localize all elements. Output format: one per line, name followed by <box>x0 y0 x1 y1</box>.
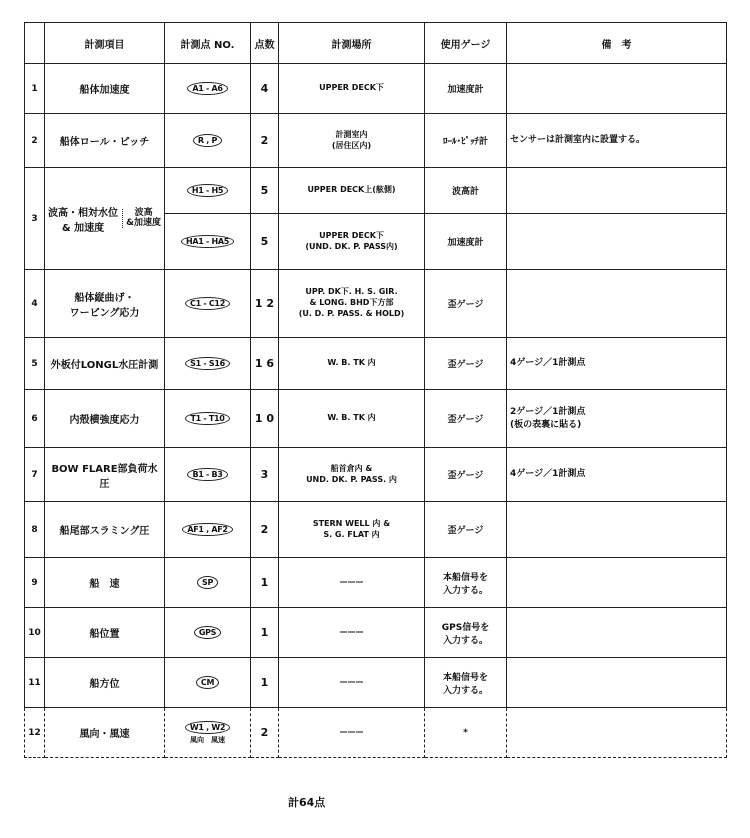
row-item: 船体縦曲げ・ ワーピング応力 <box>45 270 165 338</box>
row-point <box>165 114 251 168</box>
point-circle-icon: R , P <box>193 134 222 147</box>
point-circle-icon: CM <box>196 676 219 689</box>
row-location: 船首倉内 & UND. DK. P. PASS. 内 <box>279 448 425 502</box>
table-row <box>25 658 727 708</box>
table-row <box>25 64 727 114</box>
row-no: 10 <box>25 608 45 658</box>
row-item: BOW FLARE部負荷水圧 <box>45 448 165 502</box>
point-circle-icon: SP <box>197 576 218 589</box>
header-count: 点数 <box>251 23 279 64</box>
row-location: W. B. TK 内 <box>279 390 425 448</box>
header-no <box>25 23 45 64</box>
row-gauge: GPS信号を 入力する。 <box>425 608 507 658</box>
table-row <box>25 558 727 608</box>
row-point <box>165 658 251 708</box>
row-no: 9 <box>25 558 45 608</box>
row-count: 1 <box>251 608 279 658</box>
row-count: 5 <box>251 168 279 214</box>
row-no: 6 <box>25 390 45 448</box>
row-item: 船尾部スラミング圧 <box>45 502 165 558</box>
row-location: ——— <box>279 608 425 658</box>
row-point <box>165 270 251 338</box>
row-note: 4ゲージ／1計測点 <box>507 448 727 502</box>
row-point <box>165 338 251 390</box>
row-gauge: 波高計 <box>425 168 507 214</box>
row-location: UPPER DECK下 <box>279 64 425 114</box>
row-location: UPP. DK下. H. S. GIR. & LONG. BHD下方部 (U. D. P. PASS. & HOLD) <box>279 270 425 338</box>
row-count: 1 6 <box>251 338 279 390</box>
row-location: ——— <box>279 658 425 708</box>
row-count: 1 <box>251 658 279 708</box>
row-item: 船体ロール・ピッチ <box>45 114 165 168</box>
row-no: 3 <box>25 168 45 270</box>
row-note <box>507 608 727 658</box>
row-point <box>165 64 251 114</box>
row-gauge: 歪ゲージ <box>425 502 507 558</box>
row-item: 船体加速度 <box>45 64 165 114</box>
point-circle-icon: S1 - S16 <box>185 357 230 370</box>
row-no: 7 <box>25 448 45 502</box>
point-circle-icon: HA1 - HA5 <box>181 235 234 248</box>
header-remarks: 備 考 <box>507 23 727 64</box>
point-circle-icon: GPS <box>194 626 221 639</box>
row-no: 12 <box>25 708 45 758</box>
row-no: 5 <box>25 338 45 390</box>
measurement-table <box>24 22 727 758</box>
row-note <box>507 64 727 114</box>
row-gauge: ﾛｰﾙ･ﾋﾟｯﾁ計 <box>425 114 507 168</box>
table-row <box>25 502 727 558</box>
row-location: UPPER DECK下 (UND. DK. P. PASS内) <box>279 214 425 270</box>
row-location: ——— <box>279 558 425 608</box>
point-circle-icon: W1 , W2 <box>185 721 230 734</box>
header-location: 計測場所 <box>279 23 425 64</box>
row-item: 外板付LONGL水圧計測 <box>45 338 165 390</box>
row-count: 2 <box>251 502 279 558</box>
row-count: 5 <box>251 214 279 270</box>
row-note <box>507 214 727 270</box>
row-item <box>45 168 165 270</box>
row-point <box>165 558 251 608</box>
row-gauge: 歪ゲージ <box>425 390 507 448</box>
row-count: 4 <box>251 64 279 114</box>
row-point <box>165 608 251 658</box>
header-point-no: 計測点 NO. <box>165 23 251 64</box>
row-item: 船方位 <box>45 658 165 708</box>
row-location: 計測室内 (居住区内) <box>279 114 425 168</box>
header-item: 計測項目 <box>45 23 165 64</box>
table-row <box>25 168 727 214</box>
row-note <box>507 658 727 708</box>
row-location: UPPER DECK上(舷側) <box>279 168 425 214</box>
total-points: 計64点 <box>288 796 326 809</box>
row-gauge: 歪ゲージ <box>425 338 507 390</box>
row-no: 1 <box>25 64 45 114</box>
row-note <box>507 168 727 214</box>
row-item: 船 速 <box>45 558 165 608</box>
row-note: センサーは計測室内に設置する。 <box>507 114 727 168</box>
point-circle-icon: AF1 , AF2 <box>182 523 232 536</box>
row-point <box>165 214 251 270</box>
table-row <box>25 338 727 390</box>
point-circle-icon: A1 - A6 <box>187 82 227 95</box>
row-point <box>165 448 251 502</box>
row-point <box>165 708 251 758</box>
table-row <box>25 390 727 448</box>
row-gauge: 本船信号を 入力する。 <box>425 658 507 708</box>
row-no: 4 <box>25 270 45 338</box>
row-point <box>165 502 251 558</box>
table-header-row <box>25 23 727 64</box>
table-row <box>25 114 727 168</box>
row-point <box>165 390 251 448</box>
row-gauge: 歪ゲージ <box>425 448 507 502</box>
table-row <box>25 708 727 758</box>
row-no: 11 <box>25 658 45 708</box>
row-count: 2 <box>251 708 279 758</box>
row-location: STERN WELL 内 & S. G. FLAT 内 <box>279 502 425 558</box>
point-sub-label: 風向 風速 <box>190 735 225 744</box>
row-note <box>507 708 727 758</box>
row-no: 8 <box>25 502 45 558</box>
row-gauge: * <box>425 708 507 758</box>
table-row <box>25 270 727 338</box>
row-note: 2ゲージ／1計測点 (板の表裏に貼る) <box>507 390 727 448</box>
row-note <box>507 502 727 558</box>
row-no: 2 <box>25 114 45 168</box>
point-circle-icon: H1 - H5 <box>187 184 228 197</box>
row-gauge: 歪ゲージ <box>425 270 507 338</box>
point-circle-icon: B1 - B3 <box>187 468 227 481</box>
row-count: 2 <box>251 114 279 168</box>
row-point <box>165 168 251 214</box>
row-count: 3 <box>251 448 279 502</box>
header-gauge: 使用ゲージ <box>425 23 507 64</box>
row-item: 風向・風速 <box>45 708 165 758</box>
item-side-wave: 波高 <box>134 207 153 218</box>
row-count: 1 <box>251 558 279 608</box>
row-note <box>507 270 727 338</box>
item-side-accel: &加速度 <box>126 217 161 228</box>
row-gauge: 本船信号を 入力する。 <box>425 558 507 608</box>
row-item: 内殻横強度応力 <box>45 390 165 448</box>
table-row <box>25 448 727 502</box>
point-circle-icon: T1 - T10 <box>185 412 229 425</box>
row-note <box>507 558 727 608</box>
point-circle-icon: C1 - C12 <box>185 297 230 310</box>
row-location: W. B. TK 内 <box>279 338 425 390</box>
row-count: 1 0 <box>251 390 279 448</box>
row-item-label: 波高・相対水位 & 加速度 <box>48 207 118 234</box>
row-gauge: 加速度計 <box>425 214 507 270</box>
row-count: 1 2 <box>251 270 279 338</box>
table-row <box>25 608 727 658</box>
row-location: ——— <box>279 708 425 758</box>
row-item: 船位置 <box>45 608 165 658</box>
row-note: 4ゲージ／1計測点 <box>507 338 727 390</box>
row-gauge: 加速度計 <box>425 64 507 114</box>
